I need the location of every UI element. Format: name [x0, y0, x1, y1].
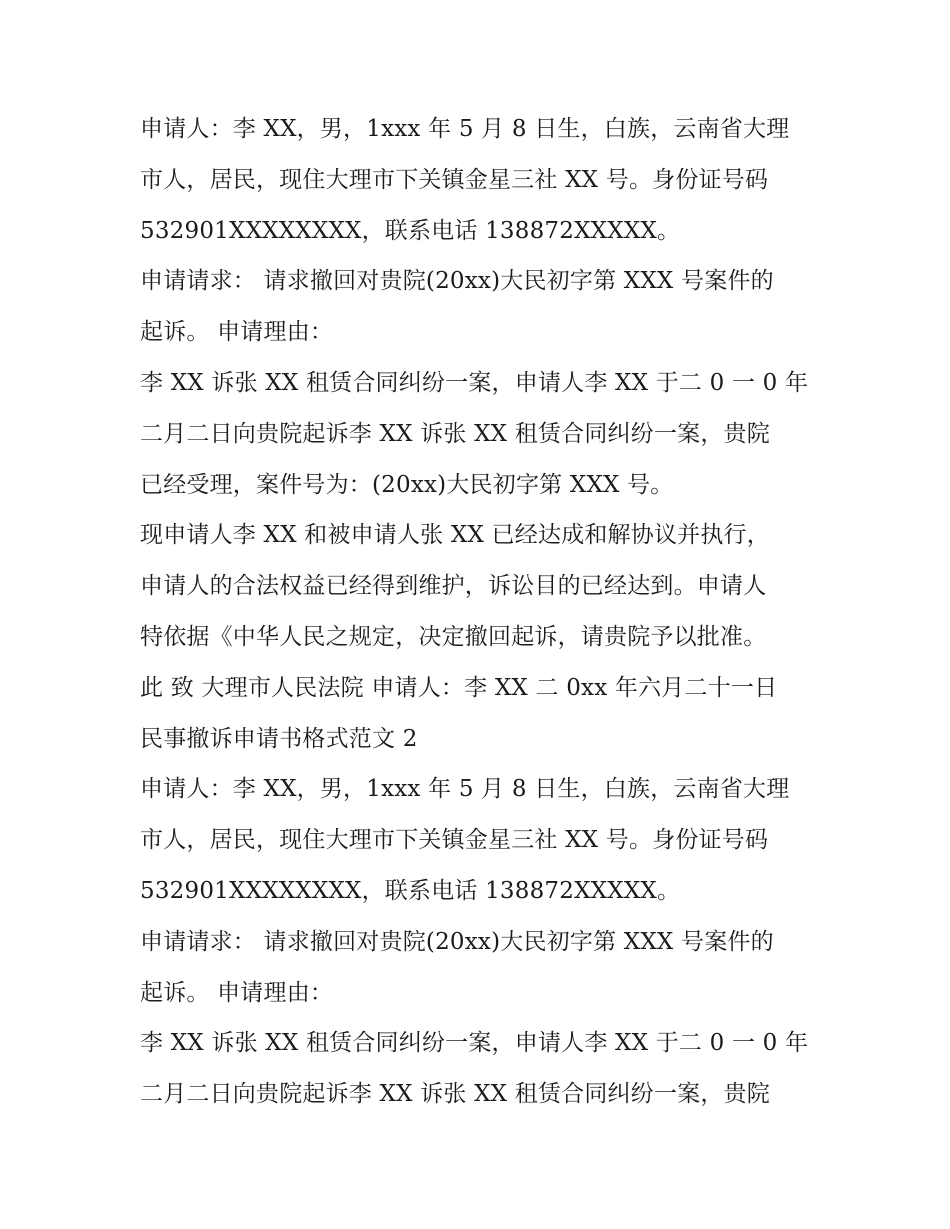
text-line: 532901XXXXXXXX，联系电话 138872XXXXX。	[140, 217, 681, 244]
text-line: 特依据《中华人民之规定，决定撤回起诉，请贵院予以批准。	[140, 623, 767, 650]
text-line: 申请人：李 XX，男，1xxx 年 5 月 8 日生，白族，云南省大理	[140, 776, 790, 803]
text-line: 532901XXXXXXXX，联系电话 138872XXXXX。	[140, 877, 681, 904]
text-line: 二月二日向贵院起诉李 XX 诉张 XX 租赁合同纠纷一案，贵院	[140, 420, 770, 447]
text-line: 申请人：李 XX，男，1xxx 年 5 月 8 日生，白族，云南省大理	[140, 116, 790, 142]
document-body	[140, 104, 830, 1120]
text-line: 二月二日向贵院起诉李 XX 诉张 XX 租赁合同纠纷一案，贵院	[140, 1081, 770, 1108]
text-line: 市人，居民，现住大理市下关镇金星三社 XX 号。身份证号码	[140, 827, 769, 854]
text-line: 李 XX 诉张 XX 租赁合同纠纷一案，申请人李 XX 于二 0 一 0 年	[140, 1030, 809, 1057]
section-title: 民事撤诉申请书格式范文 2	[140, 725, 418, 752]
text-line: 李 XX 诉张 XX 租赁合同纠纷一案，申请人李 XX 于二 0 一 0 年	[140, 369, 809, 396]
text-line: 申请请求： 请求撤回对贵院(20xx)大民初字第 XXX 号案件的	[140, 268, 774, 295]
text-line: 市人，居民，现住大理市下关镇金星三社 XX 号。身份证号码	[140, 166, 769, 193]
text-line: 已经受理，案件号为：(20xx)大民初字第 XXX 号。	[140, 471, 674, 498]
text-line: 现申请人李 XX 和被申请人张 XX 已经达成和解协议并执行，	[140, 522, 770, 549]
text-line: 此 致 大理市人民法院 申请人：李 XX 二 0xx 年六月二十一日	[140, 674, 778, 701]
text-line: 申请人的合法权益已经得到维护，诉讼目的已经达到。申请人	[140, 573, 767, 600]
text-line: 起诉。 申请理由：	[140, 979, 334, 1006]
text-line: 申请请求： 请求撤回对贵院(20xx)大民初字第 XXX 号案件的	[140, 928, 774, 955]
text-line: 起诉。 申请理由：	[140, 319, 334, 346]
